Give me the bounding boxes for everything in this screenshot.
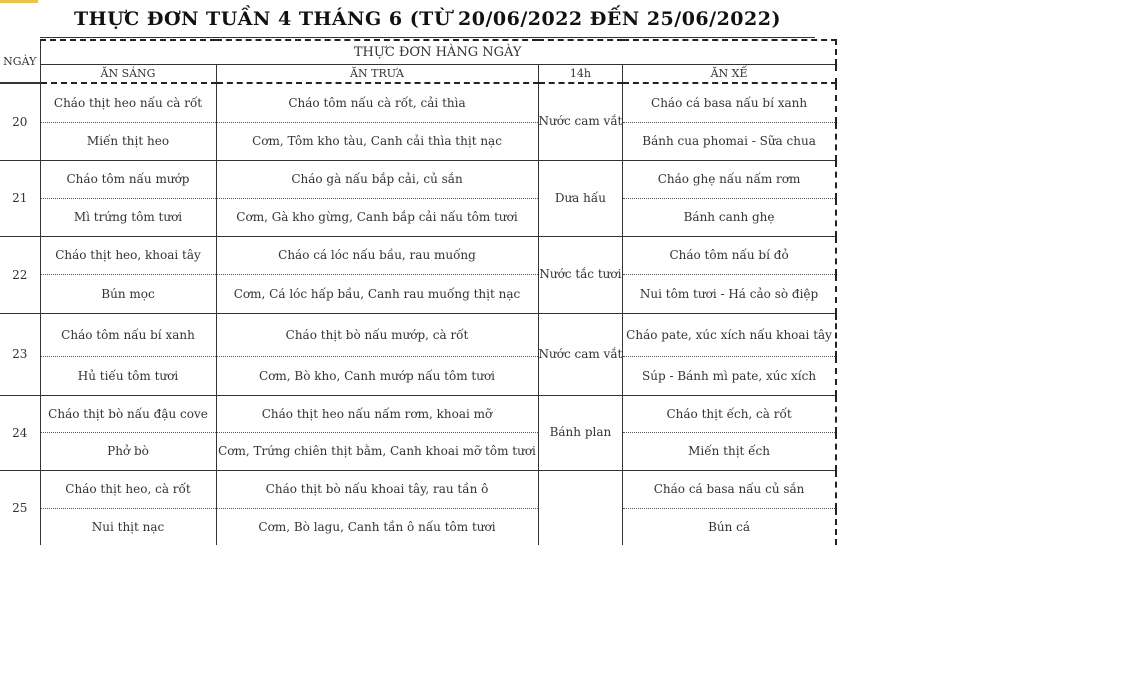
header-daily-menu: THỰC ĐƠN HÀNG NGÀY — [40, 40, 836, 65]
lunch-cell[interactable]: Cháo gà nấu bắp cải, củ sắn — [216, 160, 538, 198]
day-number-cell[interactable]: 25 — [0, 470, 40, 545]
lunch-cell[interactable]: Cháo cá lóc nấu bầu, rau muống — [216, 236, 538, 274]
header-lunch: ĂN TRƯA — [216, 65, 538, 84]
lunch-cell[interactable]: Cơm, Bò lagu, Canh tần ô nấu tôm tươi — [216, 508, 538, 545]
day-row-25-b — [0, 508, 836, 545]
afternoon-cell[interactable]: Cháo cá basa nấu củ sắn — [623, 470, 836, 508]
lunch-cell[interactable]: Cơm, Gà kho gừng, Canh bắp cải nấu tôm tươi — [216, 198, 538, 236]
afternoon-cell[interactable]: Miến thịt ếch — [623, 432, 836, 470]
afternoon-cell[interactable]: Nui tôm tươi - Há cảo sò điệp — [623, 274, 836, 313]
lunch-cell[interactable]: Cháo thịt bò nấu mướp, cà rốt — [216, 313, 538, 356]
day-row-23-b — [0, 356, 836, 395]
breakfast-cell[interactable]: Nui thịt nạc — [40, 508, 216, 545]
breakfast-cell[interactable]: Cháo tôm nấu mướp — [40, 160, 216, 198]
breakfast-cell[interactable]: Phở bò — [40, 432, 216, 470]
afternoon-cell[interactable]: Cháo tôm nấu bí đỏ — [623, 236, 836, 274]
breakfast-cell[interactable]: Cháo thịt heo, khoai tây — [40, 236, 216, 274]
day-row-24-a — [0, 395, 836, 432]
day-row-21-a — [0, 160, 836, 198]
snack-14h-cell[interactable]: Nước cam vắt — [538, 313, 623, 395]
day-row-21-b — [0, 198, 836, 236]
afternoon-cell[interactable]: Cháo pate, xúc xích nấu khoai tây — [623, 313, 836, 356]
afternoon-cell[interactable]: Cháo ghẹ nấu nấm rơm — [623, 160, 836, 198]
day-number-cell[interactable]: 22 — [0, 236, 40, 313]
afternoon-cell[interactable]: Bánh cua phomai - Sữa chua — [623, 122, 836, 160]
lunch-cell[interactable]: Cháo thịt heo nấu nấm rơm, khoai mỡ — [216, 395, 538, 432]
lunch-cell[interactable]: Cháo thịt bò nấu khoai tây, rau tần ô — [216, 470, 538, 508]
header-snack-14h: 14h — [538, 65, 623, 84]
page-title: THỰC ĐƠN TUẦN 4 THÁNG 6 (TỪ 20/06/2022 ĐẾN 25/06/2022) — [74, 8, 781, 30]
day-row-22-b — [0, 274, 836, 313]
lunch-cell[interactable]: Cơm, Tôm kho tàu, Canh cải thìa thịt nạc — [216, 122, 538, 160]
day-row-25-a — [0, 470, 836, 508]
snack-14h-cell[interactable]: Nước tắc tươi — [538, 236, 623, 313]
lunch-cell[interactable]: Cơm, Trứng chiên thịt bằm, Canh khoai mỡ tôm tươi — [216, 432, 538, 470]
day-row-22-a — [0, 236, 836, 274]
day-number-cell[interactable]: 20 — [0, 83, 40, 160]
afternoon-cell[interactable]: Cháo cá basa nấu bí xanh — [623, 83, 836, 122]
selected-cell-corner[interactable] — [0, 0, 38, 3]
snack-14h-cell[interactable]: Nước cam vắt — [538, 83, 623, 160]
snack-14h-cell[interactable]: Bánh plan — [538, 395, 623, 470]
header-afternoon: ĂN XẾ — [623, 65, 836, 84]
title-divider — [40, 37, 815, 38]
breakfast-cell[interactable]: Cháo thịt heo, cà rốt — [40, 470, 216, 508]
breakfast-cell[interactable]: Hủ tiếu tôm tươi — [40, 356, 216, 395]
day-row-20-a — [0, 83, 836, 122]
afternoon-cell[interactable]: Bánh canh ghẹ — [623, 198, 836, 236]
header-day: NGÀY — [0, 40, 40, 83]
day-row-23-a — [0, 313, 836, 356]
afternoon-cell[interactable]: Bún cá — [623, 508, 836, 545]
lunch-cell[interactable]: Cháo tôm nấu cà rốt, cải thìa — [216, 83, 538, 122]
day-row-20-b — [0, 122, 836, 160]
day-number-cell[interactable]: 24 — [0, 395, 40, 470]
breakfast-cell[interactable]: Cháo tôm nấu bí xanh — [40, 313, 216, 356]
breakfast-cell[interactable]: Bún mọc — [40, 274, 216, 313]
afternoon-cell[interactable]: Cháo thịt ếch, cà rốt — [623, 395, 836, 432]
day-row-24-b — [0, 432, 836, 470]
breakfast-cell[interactable]: Cháo thịt heo nấu cà rốt — [40, 83, 216, 122]
lunch-cell[interactable]: Cơm, Cá lóc hấp bầu, Canh rau muống thịt nạc — [216, 274, 538, 313]
breakfast-cell[interactable]: Miến thịt heo — [40, 122, 216, 160]
breakfast-cell[interactable]: Cháo thịt bò nấu đậu cove — [40, 395, 216, 432]
day-number-cell[interactable]: 21 — [0, 160, 40, 236]
afternoon-cell[interactable]: Súp - Bánh mì pate, xúc xích — [623, 356, 836, 395]
snack-14h-cell[interactable] — [538, 470, 623, 545]
header-breakfast: ĂN SÁNG — [40, 65, 216, 84]
lunch-cell[interactable]: Cơm, Bò kho, Canh mướp nấu tôm tươi — [216, 356, 538, 395]
snack-14h-cell[interactable]: Dưa hấu — [538, 160, 623, 236]
weekly-menu-table — [0, 39, 837, 545]
breakfast-cell[interactable]: Mì trứng tôm tươi — [40, 198, 216, 236]
day-number-cell[interactable]: 23 — [0, 313, 40, 395]
